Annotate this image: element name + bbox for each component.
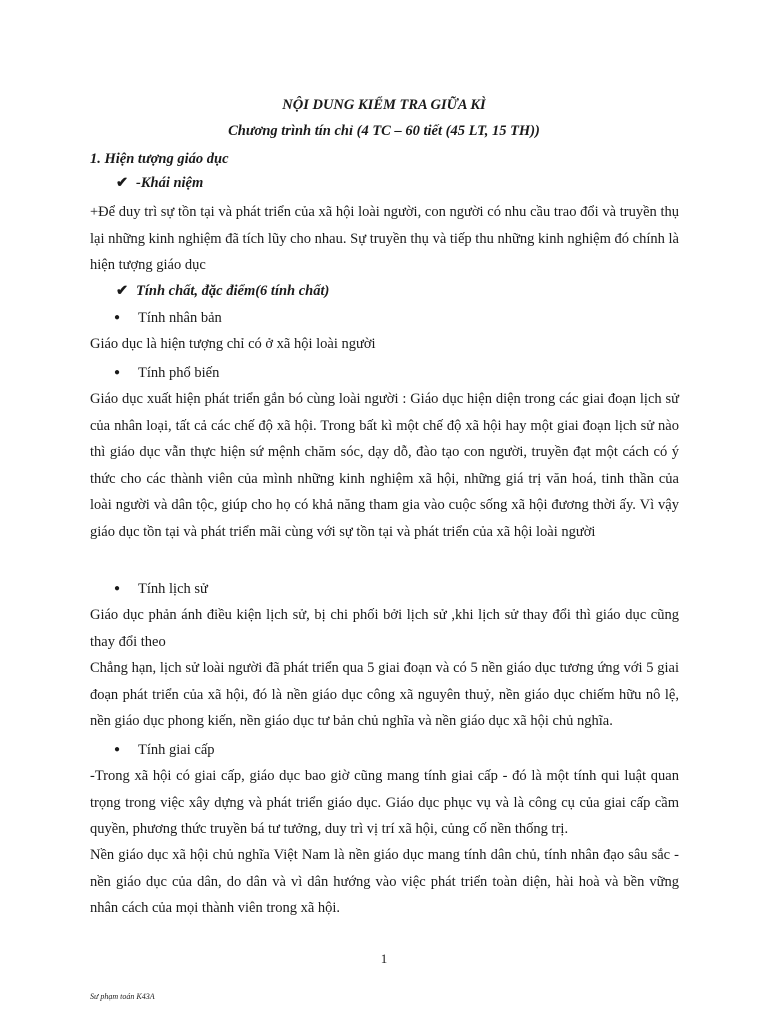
document-title: NỘI DUNG KIỂM TRA GIỮA KÌ (282, 97, 486, 113)
paragraph-concept: +Để duy trì sự tồn tại và phát triển của xã hội loài người, con người có nhu cầu trao đổi và truyền thụ lại những kinh nghiệm đã tích lũy cho nhau. Sự truyền thụ và tiếp thu những kinh nghiệm đó chính là hiện tượng giáo dục (90, 204, 679, 273)
page-number: 1 (380, 951, 388, 966)
check-icon: ✔ (116, 175, 129, 191)
section-heading: 1. Hiện tượng giáo dục (90, 151, 229, 167)
paragraph-universality: Giáo dục xuất hiện phát triển gắn bó cùng loài người : Giáo dục hiện diện trong các giai đoạn lịch sử của nhân loại, tất cả các chế độ xã hội. Trong bất kì một chế độ xã hội hay một giai đoạn lịch sử nào thì giáo dục vẫn thực hiện sứ mệnh chăm sóc, dạy dỗ, đào tạo con người, truyền đạt một cách có ý thức cho các thành viên của mình những kinh nghiệm xã hội, những giá trị văn hoá, tinh thần của loài người và dân tộc, giúp cho họ có khả năng tham gia vào cuộc sống xã hội đương thời ấy. Vì vậy giáo dục tồn tại và phát triển mãi cùng với sự tồn tại và phát triển của xã hội loài người (90, 391, 679, 540)
checklist-item-properties (116, 282, 329, 300)
checklist-label: Tính chất, đặc điểm(6 tính chất) (136, 283, 330, 299)
bullet-icon: ● (114, 744, 121, 755)
bullet-item-history (114, 580, 208, 598)
document-subtitle: Chương trình tín chỉ (4 TC – 60 tiết (45 LT, 15 TH)) (228, 123, 540, 139)
bullet-label: Tính phổ biến (138, 365, 220, 381)
bullet-item-class (114, 741, 215, 759)
bullet-item-universality (114, 364, 219, 382)
paragraph-history-a: Giáo dục phản ánh điều kiện lịch sử, bị chi phối bởi lịch sử ,khi lịch sử thay đổi thì giáo dục cũng thay đổi theo (90, 607, 679, 650)
bullet-label: Tính nhân bản (138, 310, 222, 326)
bullet-icon: ● (114, 583, 121, 594)
paragraph-history-b: Chẳng hạn, lịch sử loài người đã phát triển qua 5 giai đoạn và có 5 nền giáo dục tương ứng với 5 giai đoạn phát triển của xã hội, đó là nền giáo dục công xã nguyên thuỷ, nền giáo dục chiếm hữu nô lệ, nền giáo dục phong kiến, nền giáo dục tư bản chủ nghĩa và nền giáo dục xã hội chủ nghĩa. (90, 660, 679, 729)
bullet-icon: ● (114, 312, 121, 323)
paragraph-class-a: -Trong xã hội có giai cấp, giáo dục bao giờ cũng mang tính giai cấp - đó là một tính qui luật quan trọng trong việc xây dựng và phát triển giáo dục. Giáo dục phục vụ và là công cụ của giai cấp cầm quyền, phương thức truyền bá tư tưởng, duy trì vị trí xã hội, củng cố nền thống trị. (90, 768, 679, 837)
bullet-label: Tính giai cấp (138, 742, 215, 758)
checklist-label: -Khái niệm (136, 175, 204, 191)
bullet-label: Tính lịch sử (138, 581, 208, 597)
bullet-icon: ● (114, 367, 121, 378)
paragraph-humanity: Giáo dục là hiện tượng chỉ có ở xã hội loài người (90, 336, 376, 352)
bullet-item-humanity (114, 309, 222, 327)
paragraph-class-b: Nền giáo dục xã hội chủ nghĩa Việt Nam là nền giáo dục mang tính dân chủ, tính nhân đạo sâu sắc - nền giáo dục của dân, do dân và vì dân hướng vào việc phát triển toàn diện, hài hoà và bền vững nhân cách của mọi thành viên trong xã hội. (90, 847, 679, 916)
checklist-item-concept (116, 174, 203, 192)
footer-note: Sư phạm toán K43A (90, 992, 155, 1001)
check-icon: ✔ (116, 283, 129, 299)
